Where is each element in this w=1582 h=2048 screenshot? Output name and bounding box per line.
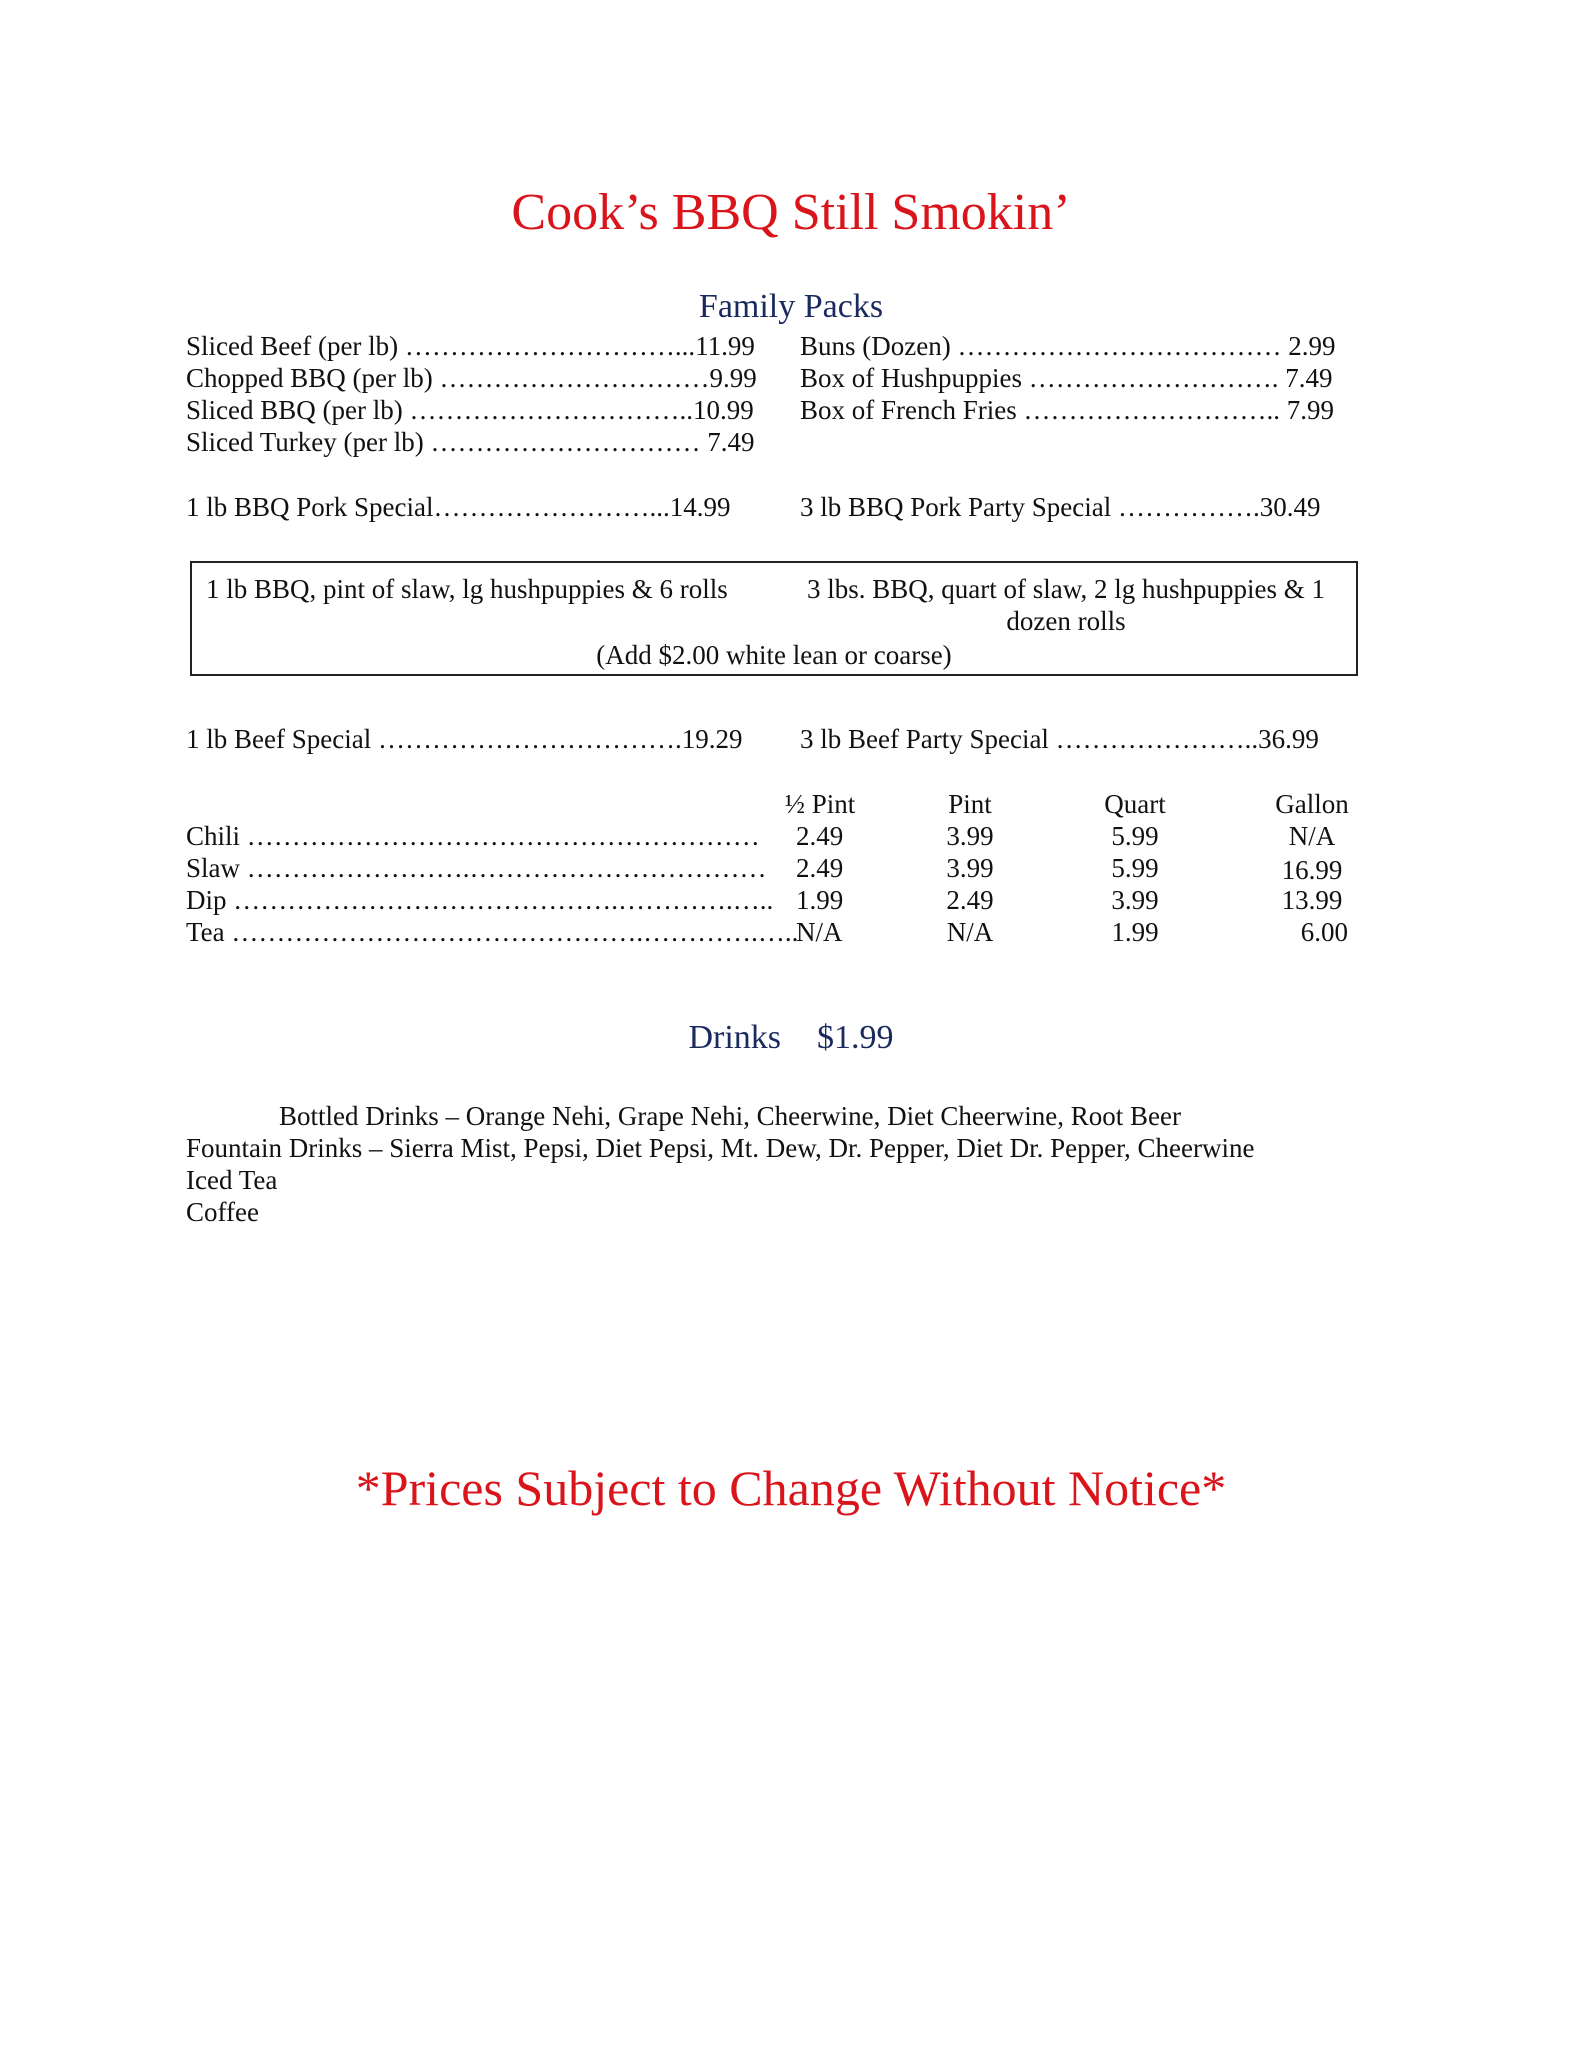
family-packs-heading: Family Packs xyxy=(698,288,884,325)
side-price-slaw-pint: 3.99 xyxy=(946,853,994,883)
drinks-heading xyxy=(0,1018,1582,1058)
side-price-tea-half-pint: N/A xyxy=(796,917,843,947)
menu-item-chopped-bbq: Chopped BBQ (per lb) …………………………9.99 xyxy=(186,363,757,393)
menu-item-sliced-bbq: Sliced BBQ (per lb) …………………………..10.99 xyxy=(186,395,754,425)
special-3lb-description: 3 lbs. BBQ, quart of slaw, 2 lg hushpuppies & 1 dozen rolls xyxy=(807,574,1325,636)
menu-item-sliced-turkey: Sliced Turkey (per lb) ………………………… 7.49 xyxy=(186,427,755,457)
drinks-bottled: Bottled Drinks – Orange Nehi, Grape Nehi, Cheerwine, Diet Cheerwine, Root Beer xyxy=(279,1101,1181,1131)
column-header-pint: Pint xyxy=(948,789,992,819)
side-price-tea-quart: 1.99 xyxy=(1111,917,1159,947)
side-price-dip-gallon: 13.99 xyxy=(1281,885,1343,915)
price-change-notice: *Prices Subject to Change Without Notice* xyxy=(355,1460,1227,1516)
menu-item-buns: Buns (Dozen) ……………………………… 2.99 xyxy=(800,331,1336,361)
side-price-dip-pint: 2.49 xyxy=(946,885,994,915)
side-price-chili-gallon: N/A xyxy=(1288,821,1336,851)
drinks-iced-tea: Iced Tea xyxy=(186,1165,278,1195)
drinks-fountain: Fountain Drinks – Sierra Mist, Pepsi, Diet Pepsi, Mt. Dew, Dr. Pepper, Diet Dr. Pepper, Cheerwine xyxy=(186,1133,1255,1163)
side-price-slaw-quart: 5.99 xyxy=(1111,853,1159,883)
beef-special-3lb: 3 lb Beef Party Special …………………..36.99 xyxy=(800,724,1319,754)
side-label-dip: Dip …………………………………….………….….. xyxy=(186,885,774,915)
side-price-chili-half-pint: 2.49 xyxy=(796,821,844,851)
side-label-slaw: Slaw …………………….…………………………… xyxy=(186,853,767,883)
side-price-dip-quart: 3.99 xyxy=(1111,885,1159,915)
side-price-dip-half-pint: 1.99 xyxy=(796,885,844,915)
side-price-tea-pint: N/A xyxy=(946,917,994,947)
column-header-half-pint: ½ Pint xyxy=(784,789,856,819)
column-header-quart: Quart xyxy=(1104,789,1166,819)
side-price-chili-pint: 3.99 xyxy=(946,821,994,851)
side-price-slaw-half-pint: 2.49 xyxy=(796,853,844,883)
drinks-coffee: Coffee xyxy=(186,1197,259,1227)
column-header-gallon: Gallon xyxy=(1275,789,1349,819)
side-price-slaw-gallon: 16.99 xyxy=(1281,855,1343,885)
specials-description-box xyxy=(190,561,1358,676)
side-price-chili-quart: 5.99 xyxy=(1111,821,1159,851)
side-price-tea-gallon: 6.00 xyxy=(1300,917,1348,947)
drinks-heading-label: Drinks xyxy=(688,1019,782,1056)
beef-special-1lb: 1 lb Beef Special …………………………….19.29 xyxy=(186,724,743,754)
menu-item-french-fries: Box of French Fries ……………………….. 7.99 xyxy=(800,395,1334,425)
menu-item-hushpuppies: Box of Hushpuppies ………………………. 7.49 xyxy=(800,363,1333,393)
page-title: Cook’s BBQ Still Smokin’ xyxy=(511,184,1071,241)
pork-special-1lb: 1 lb BBQ Pork Special……………………...14.99 xyxy=(186,492,731,522)
special-1lb-description: 1 lb BBQ, pint of slaw, lg hushpuppies & 6 rolls xyxy=(206,574,728,604)
pork-special-3lb: 3 lb BBQ Pork Party Special …………….30.49 xyxy=(800,492,1321,522)
menu-item-sliced-beef: Sliced Beef (per lb) …………………………...11.99 xyxy=(186,331,755,361)
side-label-chili: Chili ………………………………………………… xyxy=(186,821,760,851)
side-label-tea: Tea ……………………………………….………….….. xyxy=(186,917,799,947)
drinks-price: $1.99 xyxy=(817,1019,894,1056)
add-white-lean-note: (Add $2.00 white lean or coarse) xyxy=(596,640,952,670)
